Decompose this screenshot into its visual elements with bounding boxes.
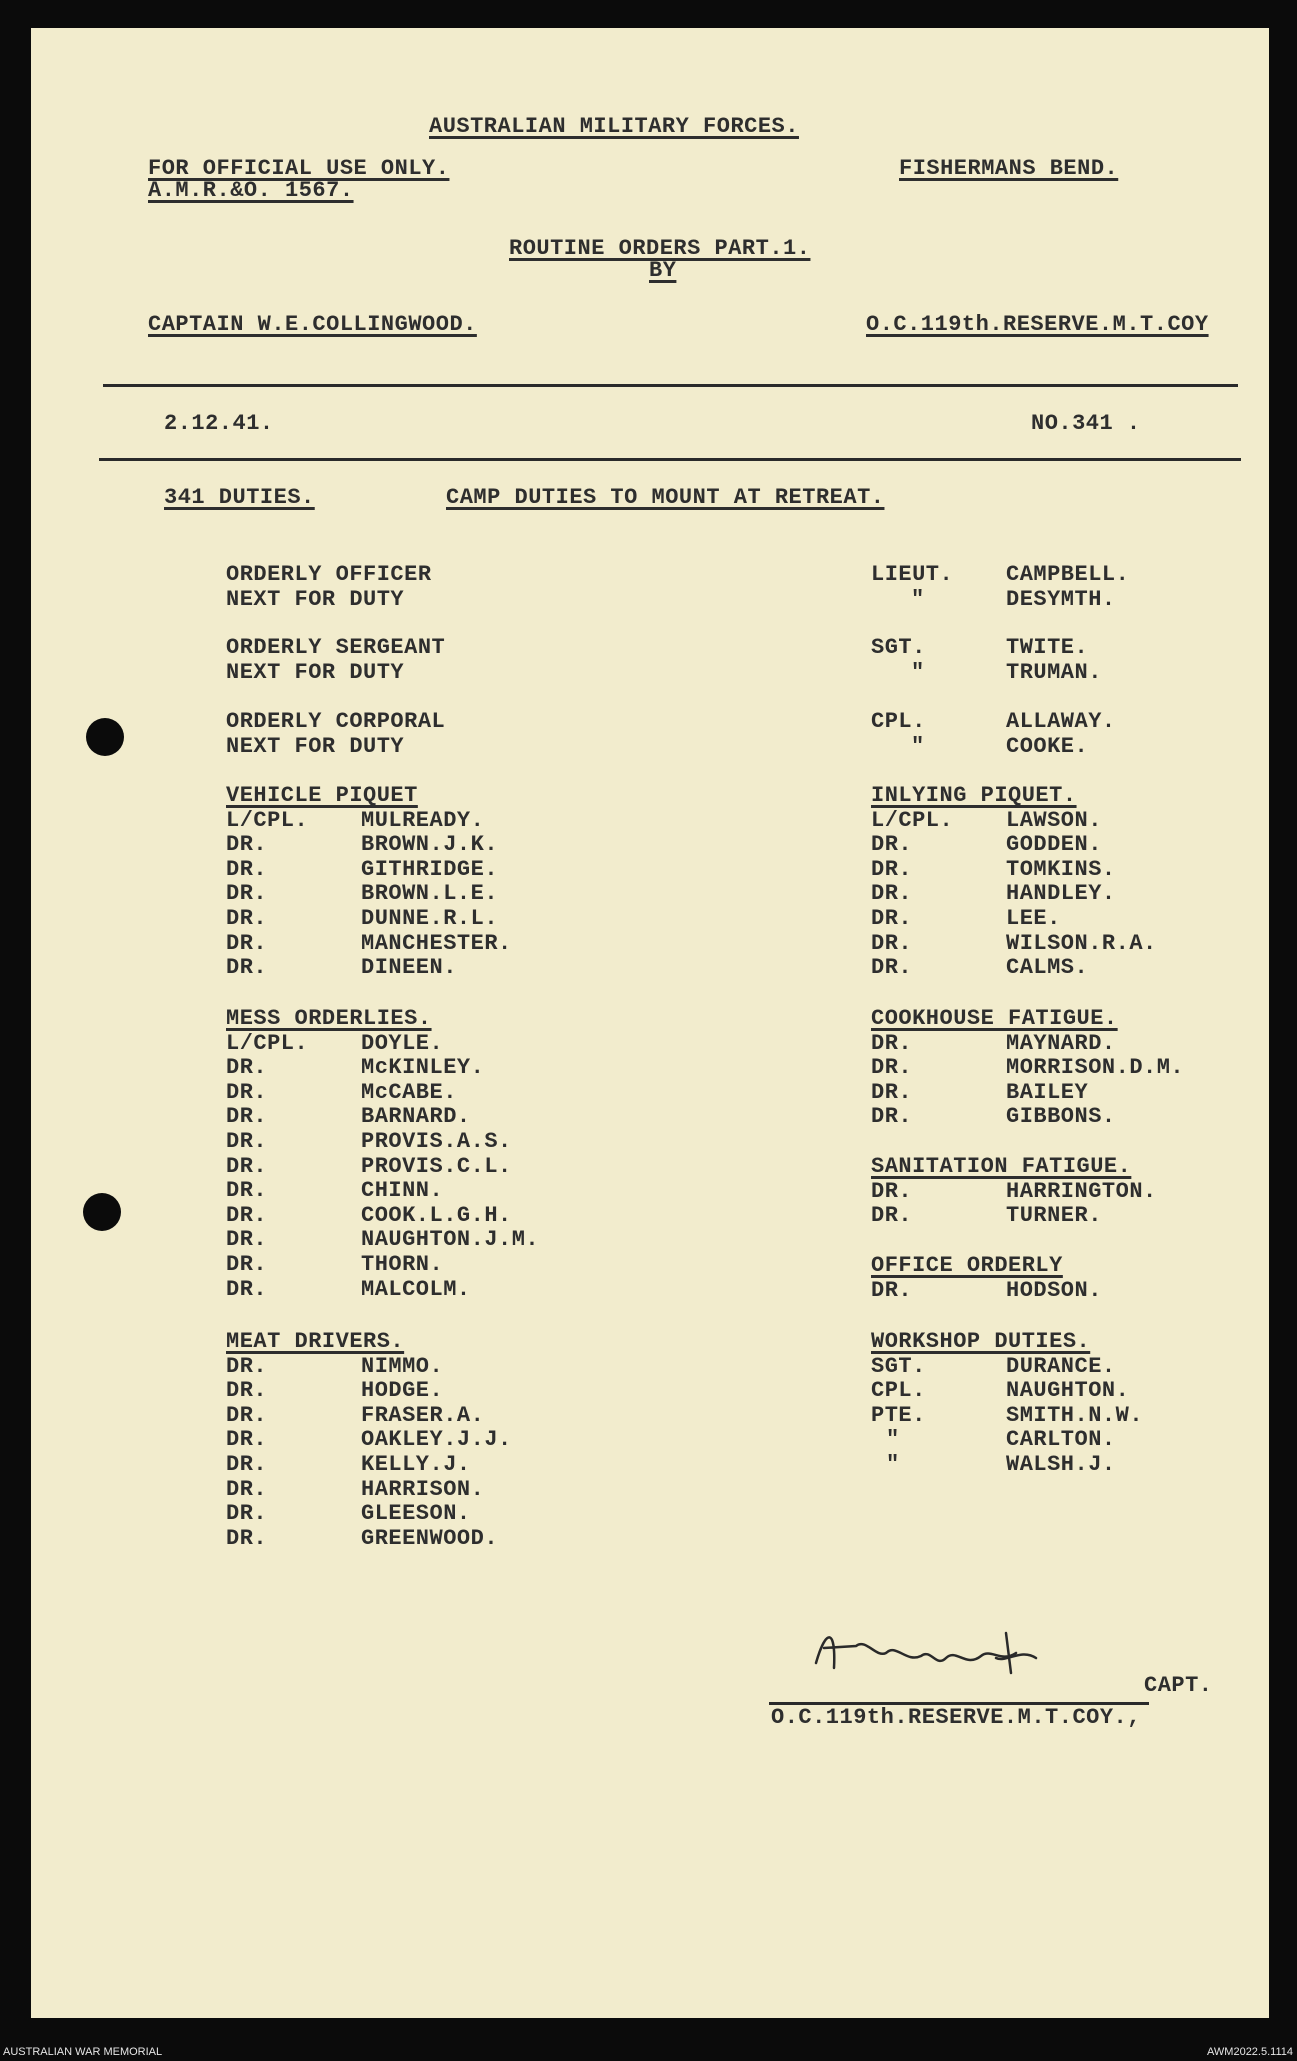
signature-rank: CAPT. (1144, 1673, 1213, 1698)
order-number: NO.341 . (1031, 411, 1141, 436)
member-rank: DR. (226, 1525, 268, 1551)
top-rule (103, 384, 1238, 387)
duty-name: DESYMTH. (1006, 587, 1116, 612)
order-date: 2.12.41. (164, 411, 274, 436)
duty-name: COOKE. (1006, 734, 1089, 759)
classification-line-2: A.M.R.&O. 1567. (148, 178, 354, 203)
member-rank: " (886, 1427, 900, 1453)
member-name: MORRISON.D.M. (1006, 1055, 1185, 1081)
duty-rank: " (911, 660, 925, 685)
unit-name: O.C.119th.RESERVE.M.T.COY (866, 312, 1209, 337)
member-rank: DR. (871, 1030, 913, 1056)
member-name: KELLY.J. (361, 1452, 471, 1477)
member-name: HODSON. (1006, 1277, 1102, 1303)
member-name: GITHRIDGE. (361, 856, 499, 882)
duty-rank: " (911, 587, 925, 612)
member-rank: DR. (226, 1353, 268, 1379)
group-title: INLYING PIQUET. (871, 783, 1077, 808)
member-rank: DR. (871, 856, 913, 882)
punch-hole-upper (86, 718, 124, 756)
archive-credit: AUSTRALIAN WAR MEMORIAL (3, 2046, 163, 2058)
handwritten-signature (796, 1618, 1096, 1688)
member-rank: DR. (871, 1055, 913, 1081)
member-rank: L/CPL. (226, 1030, 309, 1056)
member-rank: L/CPL. (871, 807, 954, 833)
member-rank: DR. (226, 1501, 268, 1527)
member-name: BROWN.L.E. (361, 881, 499, 907)
duty-role: NEXT FOR DUTY (226, 587, 405, 612)
classification-line-1: FOR OFFICIAL USE ONLY. (148, 156, 450, 181)
member-name: HANDLEY. (1006, 881, 1116, 907)
member-name: WILSON.R.A. (1006, 930, 1157, 956)
member-name: OAKLEY.J.J. (361, 1427, 512, 1453)
by-label: BY (649, 258, 677, 283)
member-rank: DR. (871, 930, 913, 956)
second-rule (99, 458, 1241, 461)
member-rank: " (886, 1452, 900, 1477)
member-name: HARRISON. (361, 1476, 485, 1502)
member-rank: DR. (226, 1476, 268, 1502)
group-title: SANITATION FATIGUE. (871, 1154, 1132, 1179)
member-rank: SGT. (871, 1353, 926, 1379)
member-name: PROVIS.C.L. (361, 1153, 512, 1179)
issuer-name: CAPTAIN W.E.COLLINGWOOD. (148, 312, 477, 337)
member-name: LEE. (1006, 906, 1061, 931)
group-title: COOKHOUSE FATIGUE. (871, 1006, 1118, 1031)
member-name: BROWN.J.K. (361, 832, 499, 858)
member-name: FRASER.A. (361, 1402, 485, 1428)
duty-role: ORDERLY OFFICER (226, 562, 432, 587)
member-name: MULREADY. (361, 807, 485, 833)
member-name: CHINN. (361, 1178, 444, 1204)
member-rank: L/CPL. (226, 807, 309, 833)
member-name: NAUGHTON. (1006, 1378, 1130, 1404)
member-name: McKINLEY. (361, 1055, 485, 1081)
duty-role: ORDERLY SERGEANT (226, 635, 446, 660)
member-name: HODGE. (361, 1378, 444, 1404)
member-rank: DR. (226, 1402, 268, 1428)
duty-name: TWITE. (1006, 635, 1089, 660)
member-name: COOK.L.G.H. (361, 1202, 512, 1228)
member-name: THORN. (361, 1252, 444, 1277)
member-name: CALMS. (1006, 955, 1089, 981)
member-rank: DR. (226, 1129, 268, 1154)
location-label: FISHERMANS BEND. (899, 156, 1119, 181)
member-name: NIMMO. (361, 1353, 444, 1379)
duty-name: CAMPBELL. (1006, 562, 1130, 587)
member-rank: DR. (226, 1276, 268, 1302)
member-rank: DR. (226, 1252, 268, 1277)
member-name: GREENWOOD. (361, 1525, 499, 1551)
member-name: GIBBONS. (1006, 1104, 1116, 1130)
member-name: MAYNARD. (1006, 1030, 1116, 1056)
member-rank: DR. (871, 1203, 913, 1229)
document-title: ROUTINE ORDERS PART.1. (509, 236, 811, 261)
duty-role: NEXT FOR DUTY (226, 734, 405, 759)
group-title: MEAT DRIVERS. (226, 1329, 405, 1354)
member-rank: DR. (226, 1452, 268, 1477)
member-rank: PTE. (871, 1402, 926, 1428)
member-name: WALSH.J. (1006, 1452, 1116, 1477)
duty-name: TRUMAN. (1006, 660, 1102, 685)
member-rank: DR. (871, 1104, 913, 1130)
member-rank: DR. (871, 1277, 913, 1303)
member-rank: DR. (871, 1178, 913, 1204)
member-name: HARRINGTON. (1006, 1178, 1157, 1204)
member-name: DURANCE. (1006, 1353, 1116, 1379)
duty-name: ALLAWAY. (1006, 709, 1116, 734)
member-name: McCABE. (361, 1079, 457, 1105)
member-rank: DR. (226, 1227, 268, 1253)
archive-reference: AWM2022.5.1114 (1206, 2046, 1293, 2058)
member-rank: CPL. (871, 1378, 926, 1404)
member-rank: DR. (226, 1427, 268, 1453)
member-rank: DR. (871, 955, 913, 981)
member-name: DUNNE.R.L. (361, 906, 499, 931)
member-rank: DR. (226, 832, 268, 858)
signature-designation: O.C.119th.RESERVE.M.T.COY., (771, 1705, 1141, 1730)
member-rank: DR. (871, 1079, 913, 1105)
member-name: BAILEY (1006, 1079, 1089, 1105)
member-name: GODDEN. (1006, 832, 1102, 858)
member-name: NAUGHTON.J.M. (361, 1227, 540, 1253)
group-title: VEHICLE PIQUET (226, 783, 418, 808)
member-rank: DR. (226, 1178, 268, 1204)
duty-rank: LIEUT. (871, 562, 954, 587)
member-rank: DR. (226, 1104, 268, 1130)
section-subheading: CAMP DUTIES TO MOUNT AT RETREAT. (446, 485, 885, 510)
member-name: PROVIS.A.S. (361, 1129, 512, 1154)
member-rank: DR. (226, 1055, 268, 1081)
group-title: MESS ORDERLIES. (226, 1006, 432, 1031)
member-rank: DR. (226, 1079, 268, 1105)
member-name: TOMKINS. (1006, 856, 1116, 882)
group-title: WORKSHOP DUTIES. (871, 1329, 1091, 1354)
member-rank: DR. (226, 881, 268, 907)
duty-role: NEXT FOR DUTY (226, 660, 405, 685)
duty-rank: SGT. (871, 635, 926, 660)
member-rank: DR. (226, 1153, 268, 1179)
document-page (31, 28, 1269, 2018)
member-rank: DR. (226, 955, 268, 981)
member-rank: DR. (226, 930, 268, 956)
organisation-heading: AUSTRALIAN MILITARY FORCES. (429, 114, 799, 139)
member-rank: DR. (226, 906, 268, 931)
punch-hole-lower (83, 1193, 121, 1231)
member-name: BARNARD. (361, 1104, 471, 1130)
member-name: CARLTON. (1006, 1427, 1116, 1453)
member-rank: DR. (226, 1202, 268, 1228)
duty-rank: CPL. (871, 709, 926, 734)
member-name: MANCHESTER. (361, 930, 512, 956)
section-heading: 341 DUTIES. (164, 485, 315, 510)
member-name: DOYLE. (361, 1030, 444, 1056)
member-name: LAWSON. (1006, 807, 1102, 833)
member-name: SMITH.N.W. (1006, 1402, 1144, 1428)
member-rank: DR. (226, 1378, 268, 1404)
duty-rank: " (911, 734, 925, 759)
group-title: OFFICE ORDERLY (871, 1253, 1063, 1278)
member-name: MALCOLM. (361, 1276, 471, 1302)
member-rank: DR. (226, 856, 268, 882)
member-rank: DR. (871, 906, 913, 931)
member-name: DINEEN. (361, 955, 457, 981)
member-rank: DR. (871, 881, 913, 907)
member-rank: DR. (871, 832, 913, 858)
member-name: TURNER. (1006, 1203, 1102, 1229)
member-name: GLEESON. (361, 1501, 471, 1527)
duty-role: ORDERLY CORPORAL (226, 709, 446, 734)
